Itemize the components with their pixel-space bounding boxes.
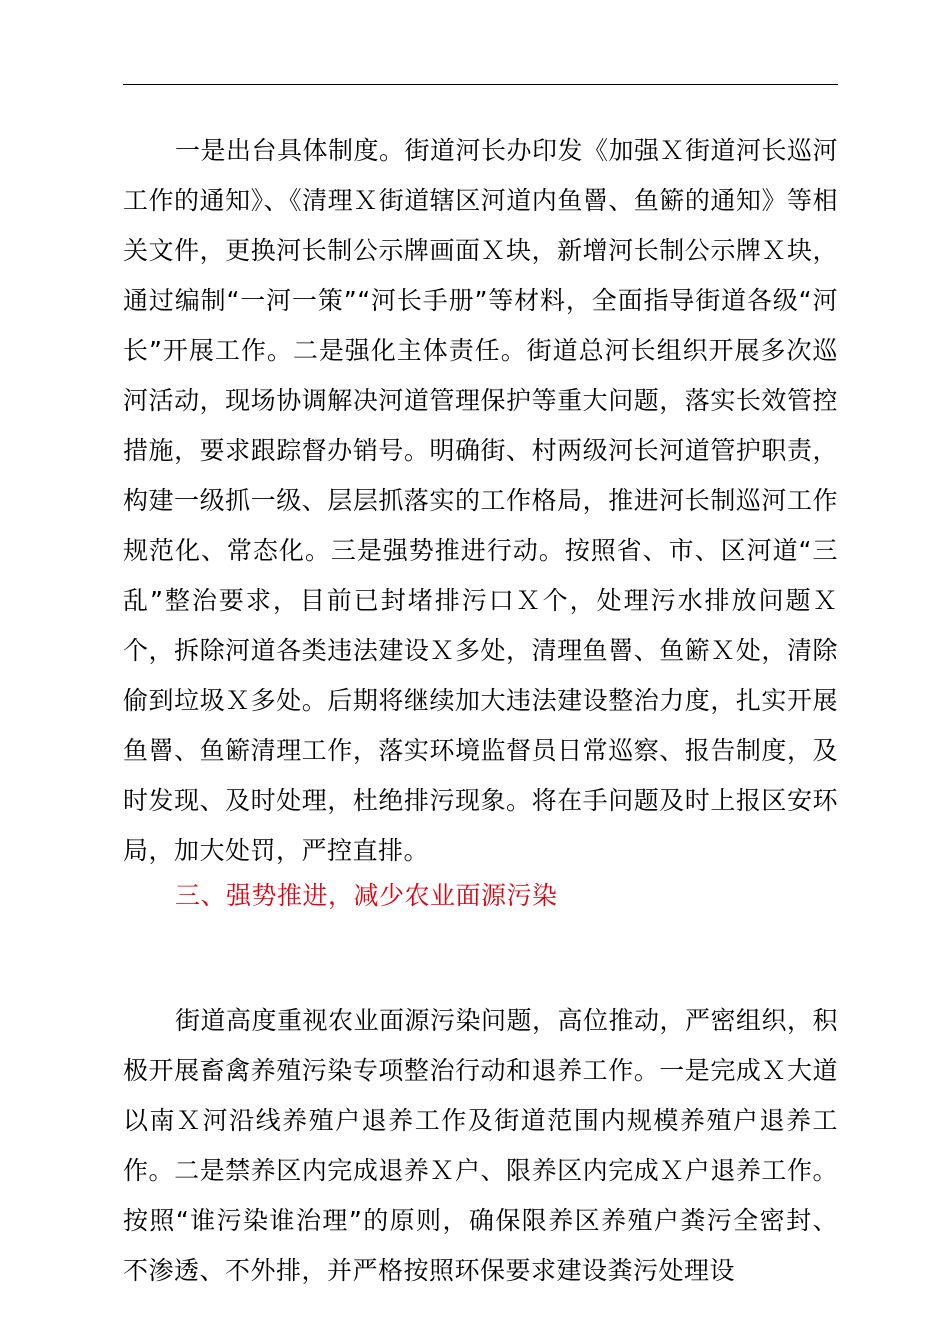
- paragraph-2-text: 街道高度重视农业面源污染问题，高位推动，严密组织，积极开展畜禽养殖污染专项整治行动和退养工作。一是完成Ｘ大道以南Ｘ河沿线养殖户退养工作及街道范围内规模养殖户退养工作。二是禁养区内完成退养Ｘ户、限养区内完成Ｘ户退养工作。按照“谁污染谁治理”的原则，确保限养区养殖户粪污全密封、不渗透、不外排，并严格按照环保要求建设粪污处理设: [123, 1006, 839, 1285]
- header-rule: [123, 84, 838, 85]
- section-heading: 三、强势推进，减少农业面源污染: [175, 881, 558, 910]
- body-paragraph-2: [123, 996, 838, 1296]
- paragraph-1-text: 一是出台具体制度。街道河长办印发《加强Ｘ街道河长巡河工作的通知》、《清理Ｘ街道辖区河道内鱼罾、鱼簖的通知》等相关文件，更换河长制公示牌画面Ｘ块，新增河长制公示牌Ｘ块，通过编制“一河一策”“河长手册”等材料，全面指导街道各级“河长”开展工作。二是强化主体责任。街道总河长组织开展多次巡河活动，现场协调解决河道管理保护等重大问题，落实长效管控措施，要求跟踪督办销号。明确街、村两级河长河道管护职责，构建一级抓一级、层层抓落实的工作格局，推进河长制巡河工作规范化、常态化。三是强势推进行动。按照省、市、区河道“三乱”整治要求，目前已封堵排污口Ｘ个，处理污水排放问题Ｘ个，拆除河道各类违法建设Ｘ多处，清理鱼罾、鱼簖Ｘ处，清除偷到垃圾Ｘ多处。后期将继续加大违法建设整治力度，扎实开展鱼罾、鱼簖清理工作，落实环境监督员日常巡察、报告制度，及时发现、及时处理，杜绝排污现象。将在手问题及时上报区安环局，加大处罚，严控直排。: [123, 136, 839, 865]
- body-paragraph-1: [123, 126, 838, 876]
